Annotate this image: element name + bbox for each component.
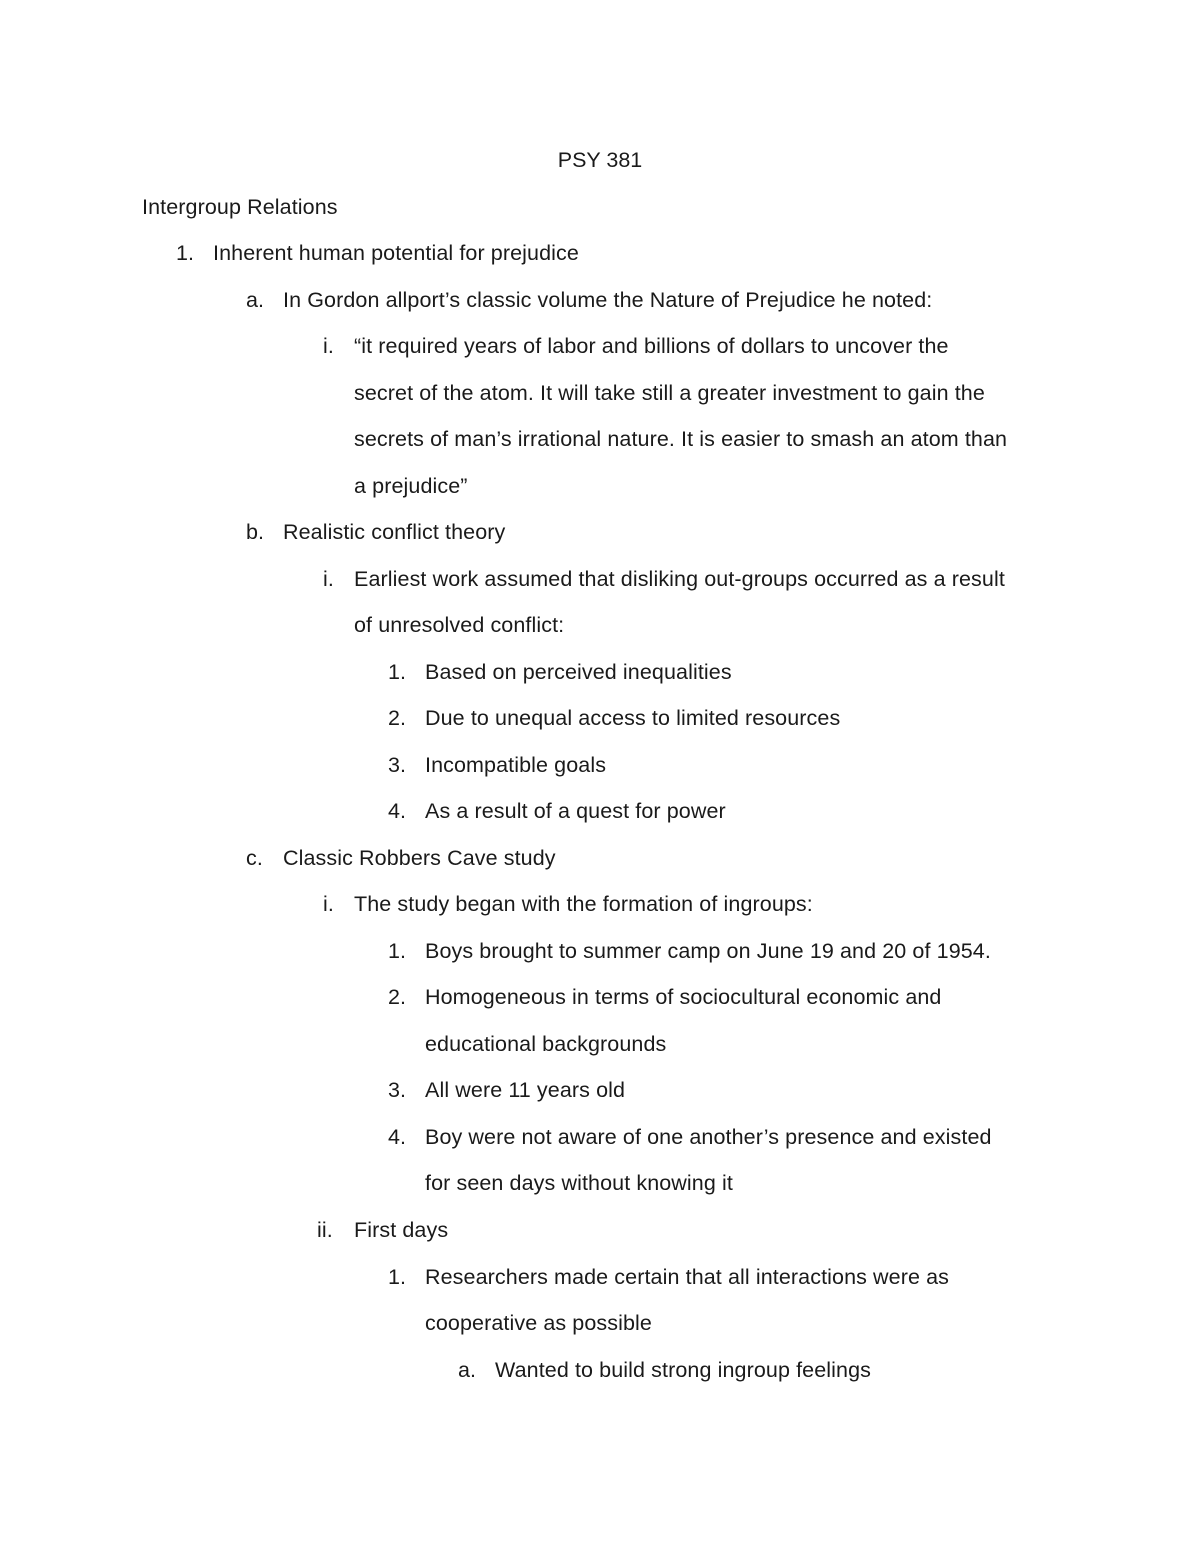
list-item: for seen days without knowing it — [425, 1171, 733, 1195]
list-item: Researchers made certain that all interactions were as — [425, 1265, 950, 1289]
outline-item: In Gordon allport’s classic volume the Nature of Prejudice he noted: — [283, 288, 933, 312]
list-marker: i. — [323, 567, 334, 591]
outline-item: Classic Robbers Cave study — [283, 846, 556, 870]
list-marker: 1. — [388, 660, 407, 684]
topic-heading: Intergroup Relations — [142, 195, 338, 219]
list-marker: 4. — [388, 1125, 407, 1149]
outline-item: First days — [354, 1218, 449, 1242]
outline-item: Realistic conflict theory — [283, 520, 506, 544]
list-item: All were 11 years old — [425, 1078, 626, 1102]
quote-line: “it required years of labor and billions of dollars to uncover the — [354, 334, 949, 358]
quote-line: secrets of man’s irrational nature. It is easier to smash an atom than — [354, 427, 1008, 451]
list-marker: 1. — [176, 241, 195, 265]
list-item: Wanted to build strong ingroup feelings — [495, 1358, 872, 1382]
list-item: Homogeneous in terms of sociocultural economic and — [425, 985, 942, 1009]
list-marker: i. — [323, 334, 334, 358]
list-marker: a. — [458, 1358, 477, 1382]
outline-item: Earliest work assumed that disliking out-groups occurred as a result — [354, 567, 1005, 591]
list-item: educational backgrounds — [425, 1032, 667, 1056]
list-marker: i. — [323, 892, 334, 916]
outline-item: of unresolved conflict: — [354, 613, 565, 637]
list-item: cooperative as possible — [425, 1311, 652, 1335]
list-marker: 2. — [388, 985, 407, 1009]
list-item: Boy were not aware of one another’s presence and existed — [425, 1125, 992, 1149]
list-item: Boys brought to summer camp on June 19 and 20 of 1954. — [425, 939, 991, 963]
list-marker: 2. — [388, 706, 407, 730]
list-marker: a. — [246, 288, 265, 312]
quote-line: secret of the atom. It will take still a greater investment to gain the — [354, 381, 985, 405]
list-marker: ii. — [317, 1218, 333, 1242]
list-marker: 1. — [388, 939, 407, 963]
course-title: PSY 381 — [557, 148, 643, 172]
list-marker: 1. — [388, 1265, 407, 1289]
list-marker: b. — [246, 520, 265, 544]
outline-item: The study began with the formation of ingroups: — [354, 892, 813, 916]
outline-item: Inherent human potential for prejudice — [213, 241, 579, 265]
list-item: Incompatible goals — [425, 753, 607, 777]
list-marker: c. — [246, 846, 263, 870]
list-marker: 4. — [388, 799, 407, 823]
list-marker: 3. — [388, 753, 407, 777]
quote-line: a prejudice” — [354, 474, 468, 498]
list-item: Due to unequal access to limited resources — [425, 706, 841, 730]
list-item: As a result of a quest for power — [425, 799, 726, 823]
list-item: Based on perceived inequalities — [425, 660, 732, 684]
list-marker: 3. — [388, 1078, 407, 1102]
